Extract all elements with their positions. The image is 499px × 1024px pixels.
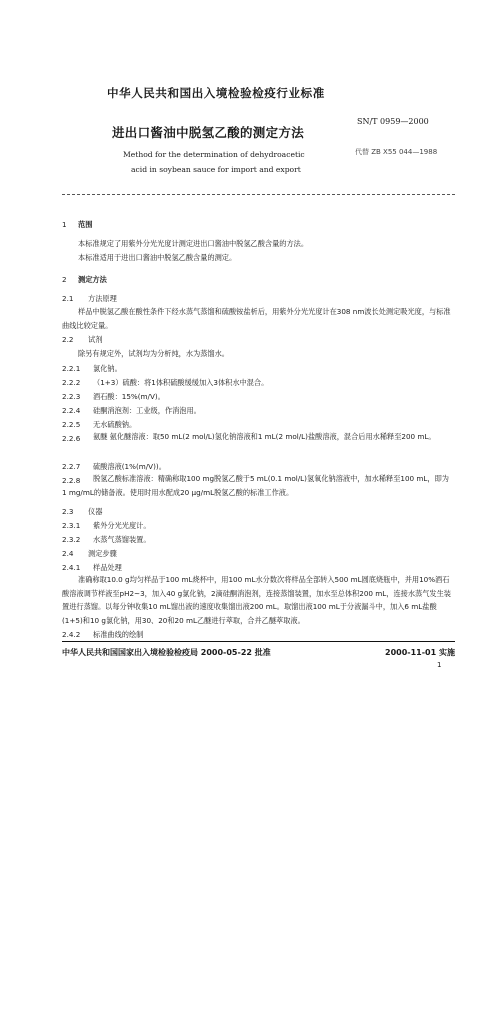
reagent-2-2-6-text: 氨醚 氨化醚溶液：取50 mL(2 mol/L)氢化钠溶液和1 mL(2 mol/L)盐酸溶液，混合后用水稀释至200 mL。 — [93, 432, 436, 441]
reagent-2-2-8-number: 2.2.8 — [62, 476, 81, 485]
english-title-line-2: acid in soybean sauce for import and export — [131, 165, 301, 174]
section-2-4-title: 测定步骤 — [88, 549, 117, 558]
section-2-2-title: 试剂 — [88, 335, 103, 344]
reagent-text: （1+3）硫酸：将1体积硫酸缓缓加入3体积水中混合。 — [93, 378, 269, 387]
section-2-4-2-title: 标准曲线的绘制 — [93, 630, 144, 639]
section-1-paragraph-2: 本标准适用于进出口酱油中脱氢乙酸含量的测定。 — [78, 253, 237, 262]
footer-divider — [62, 641, 455, 642]
section-2-1-title: 方法原理 — [88, 294, 117, 303]
section-2-4-2-number: 2.4.2 — [62, 630, 81, 639]
reagent-number: 2.2.5 — [62, 420, 81, 429]
section-2-2-text: 除另有规定外，试剂均为分析纯，水为蒸馏水。 — [78, 349, 229, 358]
reagent-text: 硅酮消泡剂：工业级，作消泡用。 — [93, 406, 201, 415]
section-1-number: 1 — [62, 220, 67, 229]
section-2-3-title: 仪器 — [88, 507, 103, 516]
reagent-text: 酒石酸：15%(m/V)。 — [93, 392, 165, 401]
document-title: 进出口酱油中脱氢乙酸的测定方法 — [112, 125, 305, 140]
section-2-3-number: 2.3 — [62, 507, 74, 516]
header-divider — [62, 194, 455, 195]
reagent-2-2-6-number: 2.2.6 — [62, 434, 81, 443]
reagent-text: 氯化钠。 — [93, 364, 122, 373]
instrument-text: 水蒸气蒸馏装置。 — [93, 535, 151, 544]
replaces-standard: 代替 ZB X55 044—1988 — [355, 148, 438, 156]
section-2-number: 2 — [62, 275, 67, 284]
reagent-number: 2.2.2 — [62, 378, 81, 387]
reagent-2-2-8-text: 脱氢乙酸标准溶液：精确称取100 mg脱氢乙酸于5 mL(0.1 mol/L)氢氧化钠溶液中，加水稀释至100 mL，即为1 mg/mL的储备液。使用时用水配成20 μg/mL脱氢乙酸的标准工作液。 — [62, 474, 449, 497]
instrument-text: 紫外分光光度计。 — [93, 521, 151, 530]
section-2-4-number: 2.4 — [62, 549, 74, 558]
section-1-paragraph-1: 本标准规定了用紫外分光光度计测定进出口酱油中脱氢乙酸含量的方法。 — [78, 239, 309, 248]
reagent-2-2-7-text: 硫酸溶液(1%(m/V))。 — [93, 462, 166, 471]
standard-number: SN/T 0959—2000 — [357, 117, 429, 126]
approval-line: 中华人民共和国国家出入境检验检疫局 2000-05-22 批准 — [62, 648, 271, 657]
section-1-title: 范围 — [78, 220, 93, 229]
section-2-4-1-title: 样品处理 — [93, 563, 122, 572]
reagent-number: 2.2.4 — [62, 406, 81, 415]
instrument-number: 2.3.2 — [62, 535, 81, 544]
section-2-2-number: 2.2 — [62, 335, 74, 344]
section-2-1-number: 2.1 — [62, 294, 74, 303]
section-2-title: 测定方法 — [78, 275, 107, 284]
reagent-number: 2.2.3 — [62, 392, 81, 401]
page-number: 1 — [437, 661, 442, 669]
reagent-number: 2.2.1 — [62, 364, 81, 373]
reagent-text: 无水硫酸钠。 — [93, 420, 137, 429]
section-2-1-text: 样品中脱氢乙酸在酸性条件下经水蒸气蒸馏和硫酸铵盐析后，用紫外分光光度计在308 nm波长处测定吸光度，与标准曲线比较定量。 — [62, 307, 451, 330]
industry-standard-heading: 中华人民共和国出入境检验检疫行业标准 — [107, 86, 325, 100]
english-title-line-1: Method for the determination of dehydroacetic — [123, 150, 305, 159]
instrument-number: 2.3.1 — [62, 521, 81, 530]
section-2-4-1-number: 2.4.1 — [62, 563, 81, 572]
reagent-2-2-7-number: 2.2.7 — [62, 462, 81, 471]
section-2-4-1-text: 准确称取10.0 g均匀样品于100 mL烧杯中，用100 mL水分数次将样品全部转入500 mL圆底烧瓶中，并用10%酒石酸溶液调节样液至pH2~3，加入40 g氯化钠，2滴硅酮消泡剂，连接蒸馏装置，加水至总体积200 mL，连接水蒸气发生装置进行蒸馏。以每分钟收集10 mL馏出液的速度收集馏出液200 mL。取馏出液100 mL于分液漏斗中，加入6 mL盐酸(1+5)和10 g氯化钠，用30、20和20 mL乙醚进行萃取，合并乙醚萃取液。 — [62, 575, 451, 625]
implementation-date: 2000-11-01 实施 — [385, 648, 455, 657]
